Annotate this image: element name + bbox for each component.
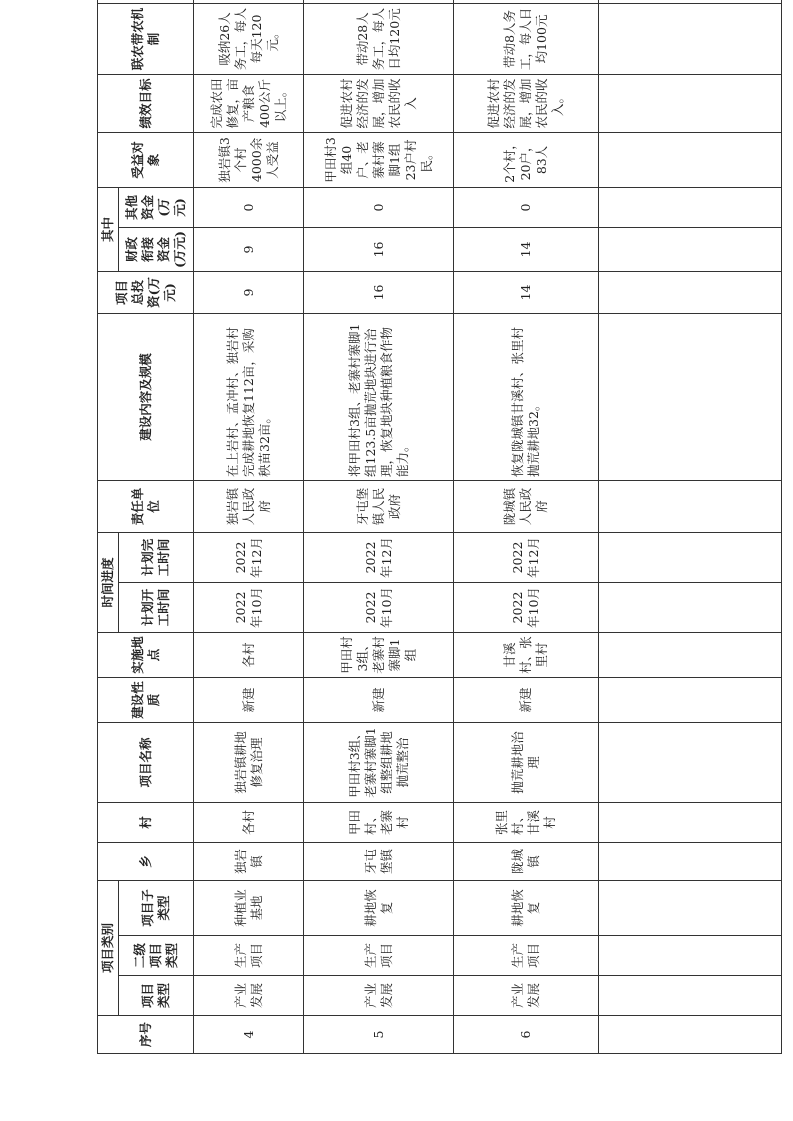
cell-level2: 生产项目 — [304, 936, 454, 976]
header-beneficiary: 受益对象 — [98, 132, 194, 187]
cell-nature: 新建 — [454, 677, 599, 722]
cell-total: 14 — [454, 271, 599, 313]
cell-township: 独岩镇 — [194, 842, 304, 880]
cell-township: 牙屯堡镇 — [304, 842, 454, 880]
header-content: 建设内容及规模 — [98, 313, 194, 480]
cell-mechanism: 带动8人务工，每人日均100元 — [454, 3, 599, 74]
cell-seq: 4 — [194, 1016, 304, 1054]
header-village: 村 — [98, 802, 194, 842]
header-nature: 建设性质 — [98, 677, 194, 722]
cell-other: 0 — [304, 187, 454, 227]
cell-mechanism: 吸纳26人务工，每人每天120元。 — [194, 3, 304, 74]
cell-content: 恢复陇城镇甘溪村、张里村抛荒耕地32。 — [454, 313, 599, 480]
header-category-type: 项目类型 — [119, 976, 194, 1016]
header-mechanism: 联农带农机制 — [98, 3, 194, 74]
header-remarks — [98, 0, 194, 3]
rotated-table-wrapper — [97, 7, 780, 1054]
cell-responsible: 牙屯堡镇人民政府 — [304, 480, 454, 532]
header-level2: 二级项目类型 — [119, 936, 194, 976]
header-category-group: 项目类别 — [98, 880, 119, 1015]
cell-project-name: 抛荒耕地治理 — [454, 722, 599, 802]
cell-remarks — [194, 0, 304, 3]
cell-start: 2022年10月 — [194, 582, 304, 632]
table-row — [454, 0, 599, 1054]
header-project-name: 项目名称 — [98, 722, 194, 802]
cell-seq: 5 — [304, 1016, 454, 1054]
cell-beneficiary: 甲田村3组40户、老寨村寨脚1组23户村民。 — [304, 132, 454, 187]
cell-goal: 促进农村经济的发展，增加农民的收入。 — [454, 74, 599, 132]
cell-subtype: 耕地恢复 — [304, 880, 454, 935]
cell-nature: 新建 — [304, 677, 454, 722]
header-total: 项目总投资(万元) — [98, 271, 194, 313]
cell-finish: 2022年12月 — [194, 532, 304, 582]
cell-type: 产业发展 — [454, 976, 599, 1016]
cell-content: 将甲田村3组、老寨村寨脚1组123.5亩抛荒地块进行治理，恢复地块种植粮食作物能力。 — [304, 313, 454, 480]
cell-mechanism: 带动28人务工，每人日均120元 — [304, 3, 454, 74]
header-location: 实施地点 — [98, 632, 194, 677]
cell-location: 各村 — [194, 632, 304, 677]
cell-village: 甲田村、老寨村 — [304, 802, 454, 842]
cell-village: 张里村、甘溪村 — [454, 802, 599, 842]
header-finish: 计划完工时间 — [119, 532, 194, 582]
cell-remarks — [454, 0, 599, 3]
cell-nature: 新建 — [194, 677, 304, 722]
cell-beneficiary: 2个村，20户，83人 — [454, 132, 599, 187]
cell-level2: 生产项目 — [194, 936, 304, 976]
cell-type: 产业发展 — [304, 976, 454, 1016]
header-of-which: 其中 — [98, 187, 119, 271]
cell-seq: 6 — [454, 1016, 599, 1054]
table-blank-row — [599, 0, 782, 1054]
header-fiscal: 财政衔接资金(万元) — [119, 227, 194, 271]
header-seq: 序号 — [98, 1016, 194, 1054]
header-responsible: 责任单位 — [98, 480, 194, 532]
cell-remarks — [304, 0, 454, 3]
cell-fiscal: 16 — [304, 227, 454, 271]
cell-goal: 促进农村经济的发展，增加农民的收入 — [304, 74, 454, 132]
cell-responsible: 独岩镇人民政府 — [194, 480, 304, 532]
header-township: 乡 — [98, 842, 194, 880]
cell-beneficiary: 独岩镇3个村4000余人受益 — [194, 132, 304, 187]
cell-village: 各村 — [194, 802, 304, 842]
cell-start: 2022年10月 — [454, 582, 599, 632]
cell-location: 甘溪村、张里村 — [454, 632, 599, 677]
cell-content: 在上岩村、孟冲村、独岩村完成耕地恢复112亩，采购秧苗32亩。 — [194, 313, 304, 480]
header-subtype: 项目子类型 — [119, 880, 194, 935]
header-goal: 绩效目标 — [98, 74, 194, 132]
table-row — [304, 0, 454, 1054]
cell-other: 0 — [454, 187, 599, 227]
header-schedule-group: 时间进度 — [98, 532, 119, 632]
cell-type: 产业发展 — [194, 976, 304, 1016]
cell-project-name: 甲田村3组、老寨村寨脚1组整组耕地抛荒整治 — [304, 722, 454, 802]
cell-total: 16 — [304, 271, 454, 313]
cell-location: 甲田村3组、老寨村寨脚1组 — [304, 632, 454, 677]
header-other: 其他资金(万元) — [119, 187, 194, 227]
table-row — [194, 0, 304, 1054]
cell-goal: 完成农田修复，亩产粮食400公斤以上。 — [194, 74, 304, 132]
cell-finish: 2022年12月 — [454, 532, 599, 582]
cell-subtype: 种植业基地 — [194, 880, 304, 935]
cell-project-name: 独岩镇耕地修复治理 — [194, 722, 304, 802]
cell-start: 2022年10月 — [304, 582, 454, 632]
cell-level2: 生产项目 — [454, 936, 599, 976]
cell-responsible: 陇城镇人民政府 — [454, 480, 599, 532]
cell-fiscal: 9 — [194, 227, 304, 271]
cell-other: 0 — [194, 187, 304, 227]
cell-fiscal: 14 — [454, 227, 599, 271]
header-start: 计划开工时间 — [119, 582, 194, 632]
cell-subtype: 耕地恢复 — [454, 880, 599, 935]
cell-total: 9 — [194, 271, 304, 313]
cell-township: 陇城镇 — [454, 842, 599, 880]
cell-finish: 2022年12月 — [304, 532, 454, 582]
project-table — [97, 0, 782, 1054]
